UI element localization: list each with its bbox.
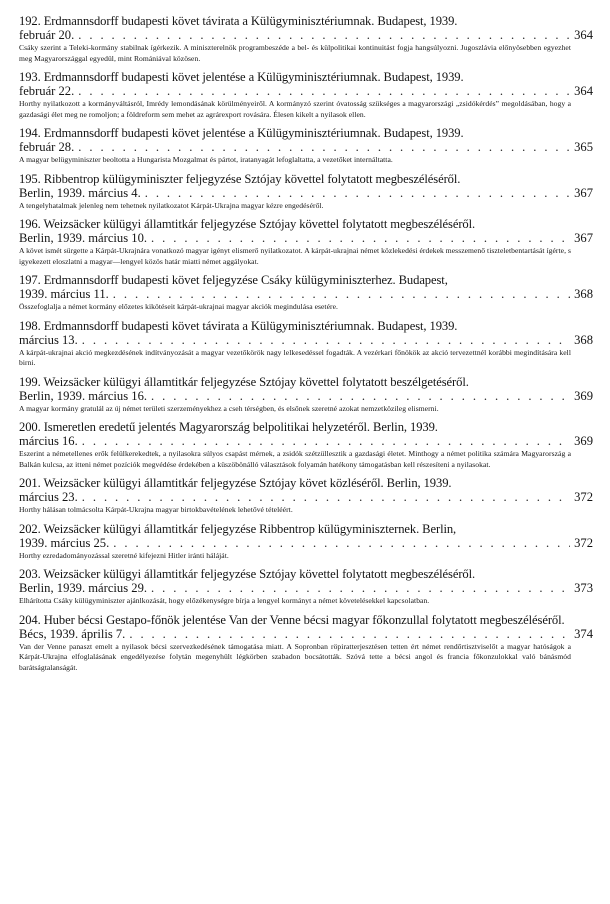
entry-heading: 197. Erdmannsdorff budapesti követ feljegyzése Csáky külügyminiszterhez. Budapest, [19,273,448,287]
entry-heading: 204. Huber bécsi Gestapo-főnök jelentése Van der Venne bécsi magyar főkonzullal folytatott megbeszéléséről. [19,612,565,627]
toc-entry-195 [19,172,593,212]
entry-heading-last-line [19,231,593,245]
dot-leader [113,287,570,301]
entry-date: Bécs, 1939. április 7. [19,626,126,641]
entry-heading-last-line [19,28,593,42]
entry-date: március 16. [19,434,78,448]
toc-entry-198 [19,319,593,369]
entry-date: Berlin, 1939. március 16. [19,388,148,403]
toc-entry-204 [19,613,593,674]
entry-heading-last-line [19,287,593,301]
page-number: 367 [574,185,593,200]
entry-date: február 22. [19,84,75,98]
entry-heading-last-line [19,581,593,595]
entry-heading: 192. Erdmannsdorff budapesti követ távirata a Külügyminisztériumnak. Budapest, 1939. [19,14,458,28]
entry-summary: A tengelyhatalmak jelenleg nem tehetnek nyilatkozatot Kárpát-Ukrajna magyar kézre engedéséről. [19,200,324,210]
page-number: 369 [574,434,593,448]
document-page [19,14,593,679]
entry-date: 1939. március 25. [19,535,110,550]
dot-leader [151,581,570,595]
dot-leader [129,627,570,641]
toc-entry-192 [19,14,593,64]
entry-summary: Horthy hálásan tolmácsolta Kárpát-Ukrajna magyar birtokbavételének lehetővé tételéért. [19,505,293,514]
entry-heading: 199. Weizsäcker külügyi államtitkár feljegyzése Sztójay követtel folytatott beszélgetéséről. [19,374,469,389]
entry-heading-last-line [19,536,593,550]
dot-leader [78,140,570,154]
dot-leader [82,434,570,448]
entry-heading: 195. Ribbentrop külügyminiszter feljegyzése Sztójay követtel folytatott megbeszéléséről. [19,171,461,186]
page-number: 364 [574,84,593,98]
toc-entry-193 [19,70,593,120]
entry-summary: A magyar belügyminiszter beoltotta a Hungarista Mozgalmat és pártot, iratanyagát lefoglaltatta, a vezetőket internáltatta. [19,155,393,164]
entry-summary: Összefoglalja a német kormány előzetes kikötéseit kárpát-ukrajnai magyar akciók megindulása esetére. [19,302,338,311]
page-number: 372 [574,535,593,550]
toc-entry-194 [19,126,593,166]
entry-date: Berlin, 1939. március 10. [19,231,148,245]
toc-entry-200 [19,420,593,470]
entry-date: 1939. március 11. [19,287,109,301]
page-number: 369 [574,388,593,403]
toc-entry-202 [19,522,593,562]
page-number: 367 [574,231,593,245]
entry-date: Berlin, 1939. március 29. [19,581,148,595]
entry-date: február 28. [19,140,75,154]
entry-heading: 198. Erdmannsdorff budapesti követ távirata a Külügyminisztériumnak. Budapest, 1939. [19,318,458,333]
entry-date: március 13. [19,332,78,347]
entry-heading-last-line [19,490,593,504]
entry-summary: Horthy nyilatkozott a kormányváltásról, Imrédy lemondásának körülményeiről. A kormányzó szerint óvatosság szükséges a magyarországi „zsidókérdés” megoldásában, hogy a gazdasági élet meg ne romoljon; a földreform sem mehet az agrárexport rovására. Élesen kikelt a nyilasok ellen. [19,99,571,119]
entry-date: február 20. [19,28,75,42]
dot-leader [82,333,570,347]
entry-summary: Horthy ezredadományozással szeretné kifejezni Hitler iránti háláját. [19,550,229,560]
entry-heading-last-line [19,333,593,347]
dot-leader [113,536,570,550]
page-number: 365 [574,140,593,154]
entry-heading-last-line [19,389,593,403]
entry-date: március 23. [19,490,78,504]
toc-entry-203 [19,567,593,607]
dot-leader [78,28,570,42]
entry-summary: A követ ismét sürgette a Kárpát-Ukrajnára vonatkozó magyar igényt elismerő nyilatkozatot. A kárpát-ukrajnai német közlekedési érdekek messzemenő tiszteletbentartását ígérte, s igyekezett eloszlatni a magyar—lengyel közös határ miatti német aggályokat. [19,246,571,266]
page-number: 368 [574,332,593,347]
entry-heading: 200. Ismeretlen eredetű jelentés Magyarország belpolitikai helyzetéről. Berlin, 1939. [19,420,438,434]
entry-summary: Elhárította Csáky külügyminiszter ajánlkozását, hogy előzékenységre bírja a lengyel kormányt a német követelésekkel kapcsolatban. [19,596,430,605]
entry-summary: A magyar kormány gratulál az új német területi szerzeményekhez a cseh térségben, és elsőnek szeretné azokat nemzetközileg elismerni. [19,403,439,413]
page-number: 373 [574,581,593,595]
page-number: 368 [574,287,593,301]
entry-heading-last-line [19,627,593,641]
entry-heading: 196. Weizsäcker külügyi államtitkár feljegyzése Sztójay követtel folytatott megbeszéléséről. [19,217,476,231]
toc-entry-196 [19,217,593,267]
page-number: 374 [574,626,593,641]
entry-heading-last-line [19,140,593,154]
entry-heading-last-line [19,84,593,98]
entry-summary: A kárpát-ukrajnai akció megkezdésének indítványozását a magyar vezetőkörök nagy lelkesedéssel fogadták. A vezérkari főnökök az akció tervezettnél korábbi megindítására kell birni. [19,347,571,367]
entry-heading: 203. Weizsäcker külügyi államtitkár feljegyzése Sztójay követtel folytatott megbeszéléséről. [19,567,476,581]
dot-leader [151,389,570,403]
dot-leader [78,84,570,98]
entry-summary: Eszerint a németellenes erők felülkerekedtek, a nyilasokra súlyos csapást mérnek, a zsidók szétzüllesztik a gazdasági életet. Minthogy a német politika számára Magyarország a Balkán kulcsa, az itteni német pozíciók megvédése érdekében a küszöbönálló választások folyamán hatékony támogatásban kell részesíteni a nyilasokat. [19,449,571,469]
entry-date: Berlin, 1939. március 4. [19,185,141,200]
dot-leader [82,490,570,504]
entry-summary: Csáky szerint a Teleki-kormány stabilnak ígérkezik. A miniszterelnök programbeszéde a bel- és külpolitikai kontinuitást fogja hangsúlyozni. Jugoszlávia előnyösebben egyezhet meg Magyarországgal egyedül, mint Romániával közösen. [19,43,571,63]
dot-leader [151,231,570,245]
entry-heading-last-line [19,186,593,200]
entry-heading: 201. Weizsäcker külügyi államtitkár feljegyzése Sztójay követ közléséről. Berlin, 1939. [19,476,452,490]
toc-entry-199 [19,375,593,415]
page-number: 372 [574,490,593,504]
page-number: 364 [574,28,593,42]
dot-leader [145,186,570,200]
entry-summary: Van der Venne panaszt emelt a nyilasok bécsi szervezkedésének támogatása miatt. A Sopronban röpiratterjesztésen tetten ért német rendőrtisztviselőt a magyar hatóságok a Kárpát-Ukrajna elfoglalásának engedélyezése folytán megenyhült légkörben szabadon bocsátották. Szóvá tette a bécsi angol és francia főkonzulokkal való bánásmód barátságtalanságát. [19,641,571,672]
toc-entry-201 [19,476,593,516]
toc-entry-197 [19,273,593,313]
entry-heading: 202. Weizsäcker külügyi államtitkár feljegyzése Ribbentrop külügyminiszternek. Berlin, [19,521,457,536]
entry-heading: 194. Erdmannsdorff budapesti követ jelentése a Külügyminisztériumnak. Budapest, 1939. [19,126,464,140]
entry-heading: 193. Erdmannsdorff budapesti követ jelentése a Külügyminisztériumnak. Budapest, 1939. [19,70,464,84]
entry-heading-last-line [19,434,593,448]
